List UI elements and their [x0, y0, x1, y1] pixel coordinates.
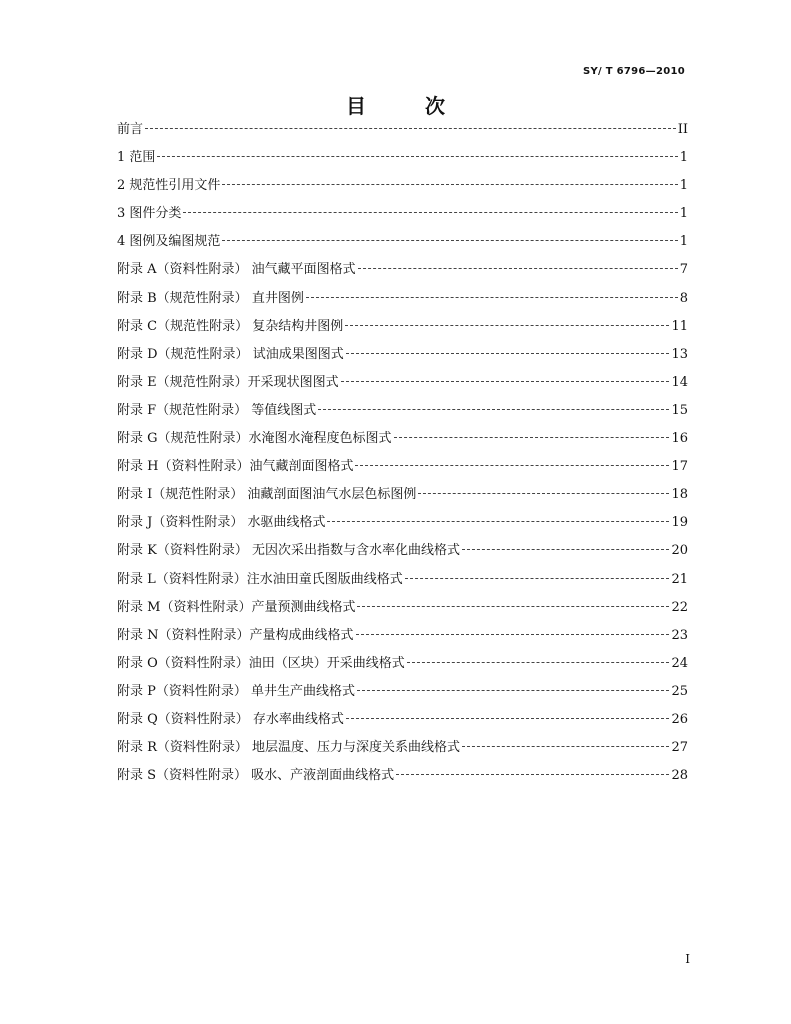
- toc-dot-leader: [346, 718, 670, 719]
- toc-entry-label: 附录 L（资料性附录）注水油田童氏图版曲线格式: [117, 571, 403, 587]
- toc-dot-leader: [396, 774, 669, 775]
- toc-entry-page: 15: [671, 402, 688, 418]
- toc-entry[interactable]: [117, 425, 688, 453]
- toc-dot-leader: [407, 662, 670, 663]
- toc-entry-label: 附录 C（规范性附录） 复杂结构井图例: [117, 318, 344, 334]
- toc-entry-page: 23: [671, 627, 688, 643]
- toc-dot-leader: [346, 353, 670, 354]
- toc-entry-page: 17: [671, 459, 688, 475]
- toc-entry[interactable]: [117, 116, 688, 144]
- toc-entry[interactable]: [117, 481, 688, 509]
- page-number: I: [685, 952, 690, 966]
- toc-entry-page: 11: [671, 318, 688, 334]
- toc-dot-leader: [462, 549, 669, 550]
- toc-entry-page: 20: [671, 543, 688, 559]
- toc-entry-page: 18: [671, 487, 688, 503]
- toc-entry-page: 28: [671, 768, 688, 784]
- toc-dot-leader: [183, 212, 677, 213]
- toc-dot-leader: [394, 437, 670, 438]
- toc-entry-page: 25: [671, 683, 688, 699]
- document-code: SY/ T 6796—2010: [582, 66, 685, 77]
- toc-entry-page: 7: [679, 262, 688, 278]
- toc-dot-leader: [355, 465, 669, 466]
- toc-dot-leader: [357, 606, 669, 607]
- toc-entry[interactable]: [117, 397, 688, 425]
- toc-entry[interactable]: [117, 594, 688, 622]
- toc-entry-label: 附录 R（资料性附录） 地层温度、压力与深度关系曲线格式: [117, 740, 461, 756]
- toc-entry-label: 附录 F（规范性附录） 等值线图式: [117, 402, 317, 418]
- toc-entry-label: 附录 Q（资料性附录） 存水率曲线格式: [117, 711, 344, 727]
- toc-entry[interactable]: [117, 172, 688, 200]
- toc-entry-label: 附录 H（资料性附录）油气藏剖面图格式: [117, 459, 354, 475]
- toc-dot-leader: [157, 156, 677, 157]
- toc-entry-label: 附录 S（资料性附录） 吸水、产液剖面曲线格式: [117, 768, 395, 784]
- toc-dot-leader: [345, 325, 669, 326]
- toc-entry-page: 13: [671, 346, 688, 362]
- toc-entry-page: 16: [671, 431, 688, 447]
- toc-entry-label: 附录 K（资料性附录） 无因次采出指数与含水率化曲线格式: [117, 543, 460, 559]
- toc-entry-label: 2 规范性引用文件: [117, 178, 221, 194]
- toc-entry-label: 1 范围: [117, 150, 156, 166]
- toc-entry[interactable]: [117, 678, 688, 706]
- toc-entry[interactable]: [117, 369, 688, 397]
- toc-dot-leader: [358, 268, 678, 269]
- toc-entry-label: 附录 O（资料性附录）油田（区块）开采曲线格式: [117, 655, 405, 671]
- toc-entry[interactable]: [117, 706, 688, 734]
- toc-entry-label: 3 图件分类: [117, 206, 182, 222]
- toc-dot-leader: [418, 493, 669, 494]
- toc-title: 目 次: [346, 94, 471, 118]
- toc-entry[interactable]: [117, 228, 688, 256]
- toc-entry[interactable]: [117, 509, 688, 537]
- toc-entry-label: 附录 I（规范性附录） 油藏剖面图油气水层色标图例: [117, 487, 417, 503]
- toc-entry-label: 附录 J（资料性附录） 水驱曲线格式: [117, 515, 326, 531]
- toc-dot-leader: [306, 297, 678, 298]
- toc-entry-label: 附录 A（资料性附录） 油气藏平面图格式: [117, 262, 356, 278]
- toc-dot-leader: [356, 634, 670, 635]
- toc-entry-label: 附录 D（规范性附录） 试油成果图图式: [117, 346, 344, 362]
- toc-entry-label: 附录 E（规范性附录）开采现状图图式: [117, 374, 339, 390]
- toc-entry-page: 21: [671, 571, 688, 587]
- toc-entry-page: 1: [679, 150, 688, 166]
- toc-entry-page: 1: [679, 234, 688, 250]
- toc-entry-label: 附录 N（资料性附录）产量构成曲线格式: [117, 627, 354, 643]
- toc-entry[interactable]: [117, 200, 688, 228]
- toc-entry-page: 14: [671, 374, 688, 390]
- toc-entry-page: 26: [671, 711, 688, 727]
- toc-dot-leader: [357, 690, 669, 691]
- toc-entry[interactable]: [117, 313, 688, 341]
- toc-entry[interactable]: [117, 566, 688, 594]
- toc-entry[interactable]: [117, 762, 688, 790]
- toc-entry-page: 22: [671, 599, 688, 615]
- toc-entry-page: II: [677, 122, 688, 137]
- toc-entry-label: 4 图例及编图规范: [117, 234, 221, 250]
- toc-dot-leader: [341, 381, 670, 382]
- toc-dot-leader: [405, 578, 670, 579]
- toc-entry[interactable]: [117, 256, 688, 284]
- toc-entry[interactable]: [117, 341, 688, 369]
- table-of-contents: [117, 116, 688, 790]
- toc-dot-leader: [318, 409, 669, 410]
- toc-entry[interactable]: [117, 622, 688, 650]
- toc-entry[interactable]: [117, 453, 688, 481]
- toc-entry-page: 8: [679, 290, 688, 306]
- toc-entry-label: 附录 B（规范性附录） 直井图例: [117, 290, 304, 306]
- toc-entry-label: 前言: [117, 122, 144, 137]
- toc-entry-page: 27: [671, 740, 688, 756]
- toc-dot-leader: [145, 128, 676, 129]
- toc-dot-leader: [222, 184, 677, 185]
- toc-dot-leader: [222, 240, 677, 241]
- toc-entry-label: 附录 P（资料性附录） 单井生产曲线格式: [117, 683, 356, 699]
- toc-entry[interactable]: [117, 537, 688, 565]
- toc-entry[interactable]: [117, 650, 688, 678]
- toc-entry-label: 附录 M（资料性附录）产量预测曲线格式: [117, 599, 356, 615]
- toc-entry-page: 1: [679, 178, 688, 194]
- toc-dot-leader: [462, 746, 669, 747]
- toc-entry-page: 24: [671, 655, 688, 671]
- toc-entry[interactable]: [117, 285, 688, 313]
- toc-entry-page: 19: [671, 515, 688, 531]
- toc-entry[interactable]: [117, 144, 688, 172]
- toc-entry-label: 附录 G（规范性附录）水淹图水淹程度色标图式: [117, 431, 392, 447]
- toc-dot-leader: [327, 521, 669, 522]
- toc-entry[interactable]: [117, 734, 688, 762]
- toc-entry-page: 1: [679, 206, 688, 222]
